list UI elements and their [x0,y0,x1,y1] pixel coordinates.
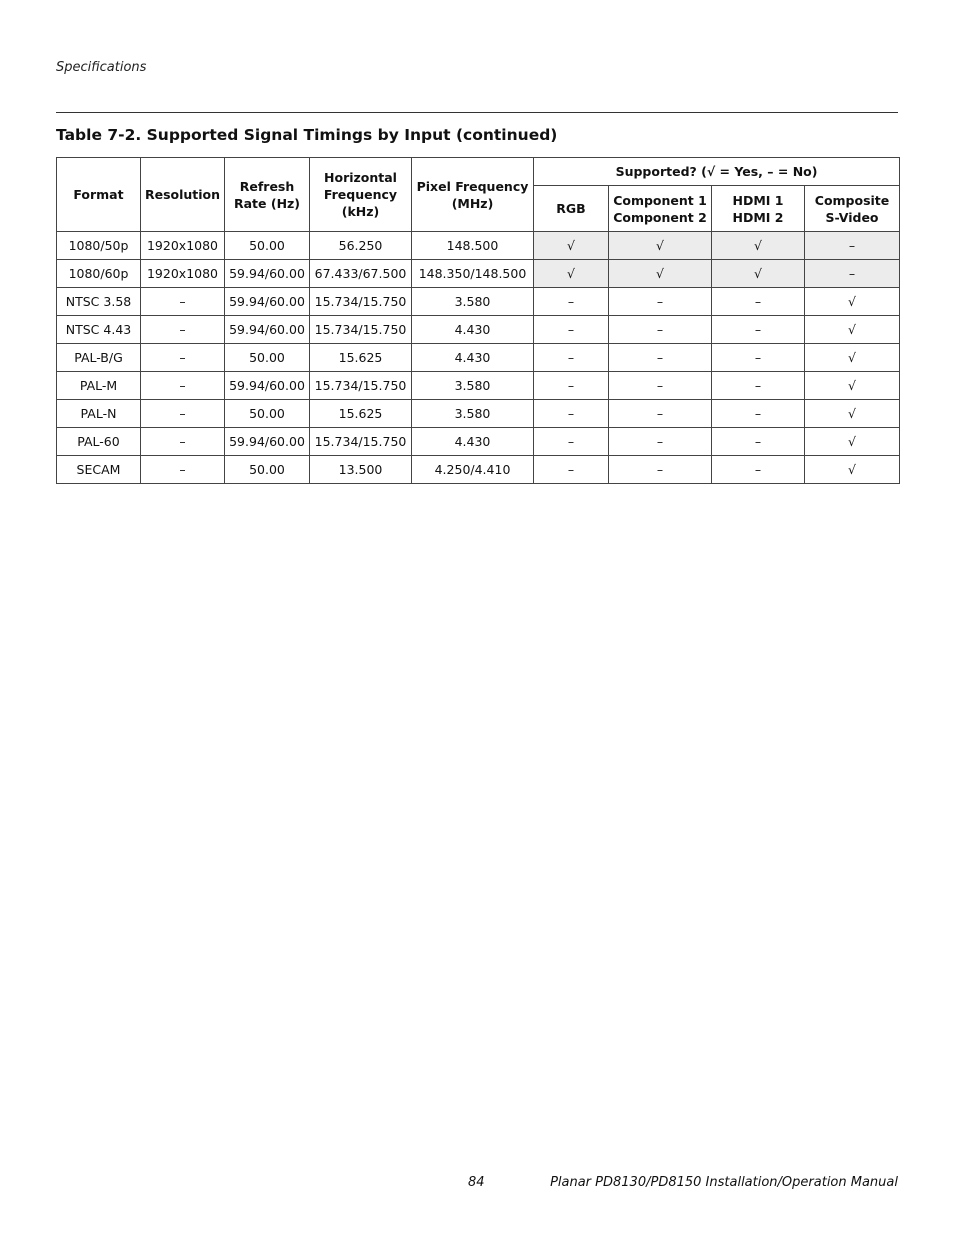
col-header-refresh-rate [225,158,310,232]
cell-pixel-frequency: 148.500 [412,232,534,260]
cell-component: – [609,372,712,400]
cell-hdmi: – [712,344,805,372]
cell-refresh-rate: 59.94/60.00 [225,288,310,316]
cell-format: PAL-60 [57,428,141,456]
cell-composite: – [805,260,900,288]
running-head: Specifications [56,60,147,75]
cell-rgb: – [534,288,609,316]
cell-composite: √ [805,400,900,428]
cell-format: 1080/50p [57,232,141,260]
cell-resolution: – [141,428,225,456]
cell-horizontal-frequency: 67.433/67.500 [310,260,412,288]
cell-horizontal-frequency: 15.625 [310,344,412,372]
cell-pixel-frequency: 3.580 [412,372,534,400]
table-row [57,260,900,288]
cell-hdmi: – [712,372,805,400]
cell-format: 1080/60p [57,260,141,288]
cell-composite: √ [805,288,900,316]
cell-refresh-rate: 59.94/60.00 [225,260,310,288]
page-number: 84 [468,1175,485,1190]
cell-resolution: – [141,316,225,344]
cell-horizontal-frequency: 15.734/15.750 [310,428,412,456]
cell-pixel-frequency: 4.430 [412,428,534,456]
manual-title: Planar PD8130/PD8150 Installation/Operation Manual [550,1175,898,1190]
cell-horizontal-frequency: 15.734/15.750 [310,288,412,316]
cell-hdmi: √ [712,232,805,260]
cell-format: PAL-M [57,372,141,400]
header-line: S-Video [825,209,879,225]
header-line: Component 1 [613,192,707,208]
table-row [57,372,900,400]
cell-rgb: – [534,372,609,400]
cell-component: √ [609,232,712,260]
cell-composite: √ [805,456,900,484]
cell-hdmi: – [712,428,805,456]
cell-component: – [609,344,712,372]
cell-format: PAL-B/G [57,344,141,372]
cell-pixel-frequency: 3.580 [412,400,534,428]
header-line: (kHz) [341,204,380,219]
col-header-horizontal-frequency [310,158,412,232]
cell-hdmi: – [712,400,805,428]
cell-rgb: – [534,400,609,428]
cell-component: – [609,400,712,428]
cell-rgb: – [534,428,609,456]
cell-resolution: 1920x1080 [141,232,225,260]
col-header-component [609,186,712,232]
cell-composite: √ [805,428,900,456]
cell-resolution: – [141,400,225,428]
cell-horizontal-frequency: 15.734/15.750 [310,372,412,400]
cell-horizontal-frequency: 15.625 [310,400,412,428]
header-line: Frequency [323,187,398,202]
cell-resolution: – [141,288,225,316]
cell-horizontal-frequency: 56.250 [310,232,412,260]
header-line: Component 2 [613,209,707,225]
cell-format: NTSC 3.58 [57,288,141,316]
header-line: (MHz) [451,195,494,211]
cell-refresh-rate: 50.00 [225,456,310,484]
cell-component: – [609,316,712,344]
table-caption: Table 7-2. Supported Signal Timings by Input (continued) [56,126,558,144]
table-row [57,400,900,428]
cell-pixel-frequency: 4.430 [412,344,534,372]
table-row [57,428,900,456]
cell-format: PAL-N [57,400,141,428]
col-header-resolution: Resolution [141,158,225,232]
cell-format: SECAM [57,456,141,484]
cell-hdmi: – [712,316,805,344]
table-row [57,232,900,260]
header-line: Refresh [239,178,295,194]
cell-rgb: – [534,316,609,344]
table-row [57,344,900,372]
cell-composite: √ [805,316,900,344]
cell-resolution: 1920x1080 [141,260,225,288]
cell-pixel-frequency: 3.580 [412,288,534,316]
cell-rgb: – [534,456,609,484]
cell-hdmi: – [712,456,805,484]
col-header-format: Format [57,158,141,232]
cell-rgb: √ [534,232,609,260]
cell-refresh-rate: 50.00 [225,344,310,372]
cell-composite: √ [805,344,900,372]
col-header-rgb: RGB [534,186,609,232]
col-header-composite [805,186,900,232]
header-line: Composite [814,192,890,208]
cell-refresh-rate: 50.00 [225,232,310,260]
cell-horizontal-frequency: 13.500 [310,456,412,484]
header-line: Rate (Hz) [233,195,301,211]
cell-rgb: – [534,344,609,372]
header-line: Pixel Frequency [416,178,529,194]
cell-resolution: – [141,456,225,484]
cell-hdmi: √ [712,260,805,288]
cell-rgb: √ [534,260,609,288]
cell-component: – [609,456,712,484]
cell-component: – [609,288,712,316]
cell-refresh-rate: 59.94/60.00 [225,428,310,456]
cell-composite: √ [805,372,900,400]
cell-format: NTSC 4.43 [57,316,141,344]
cell-refresh-rate: 59.94/60.00 [225,372,310,400]
table-row [57,288,900,316]
header-line: HDMI 1 [732,192,784,208]
header-line: HDMI 2 [732,209,784,225]
cell-pixel-frequency: 4.430 [412,316,534,344]
cell-resolution: – [141,344,225,372]
cell-resolution: – [141,372,225,400]
signal-timings-table [56,157,900,484]
cell-horizontal-frequency: 15.734/15.750 [310,316,412,344]
cell-component: – [609,428,712,456]
cell-refresh-rate: 50.00 [225,400,310,428]
table-row [57,456,900,484]
cell-hdmi: – [712,288,805,316]
col-header-hdmi [712,186,805,232]
col-header-pixel-frequency [412,158,534,232]
cell-component: √ [609,260,712,288]
cell-refresh-rate: 59.94/60.00 [225,316,310,344]
header-rule [56,112,898,113]
table-row [57,316,900,344]
cell-pixel-frequency: 4.250/4.410 [412,456,534,484]
cell-pixel-frequency: 148.350/148.500 [412,260,534,288]
cell-composite: – [805,232,900,260]
col-header-supported: Supported? (√ = Yes, – = No) [534,158,900,186]
header-line: Horizontal [324,170,397,185]
